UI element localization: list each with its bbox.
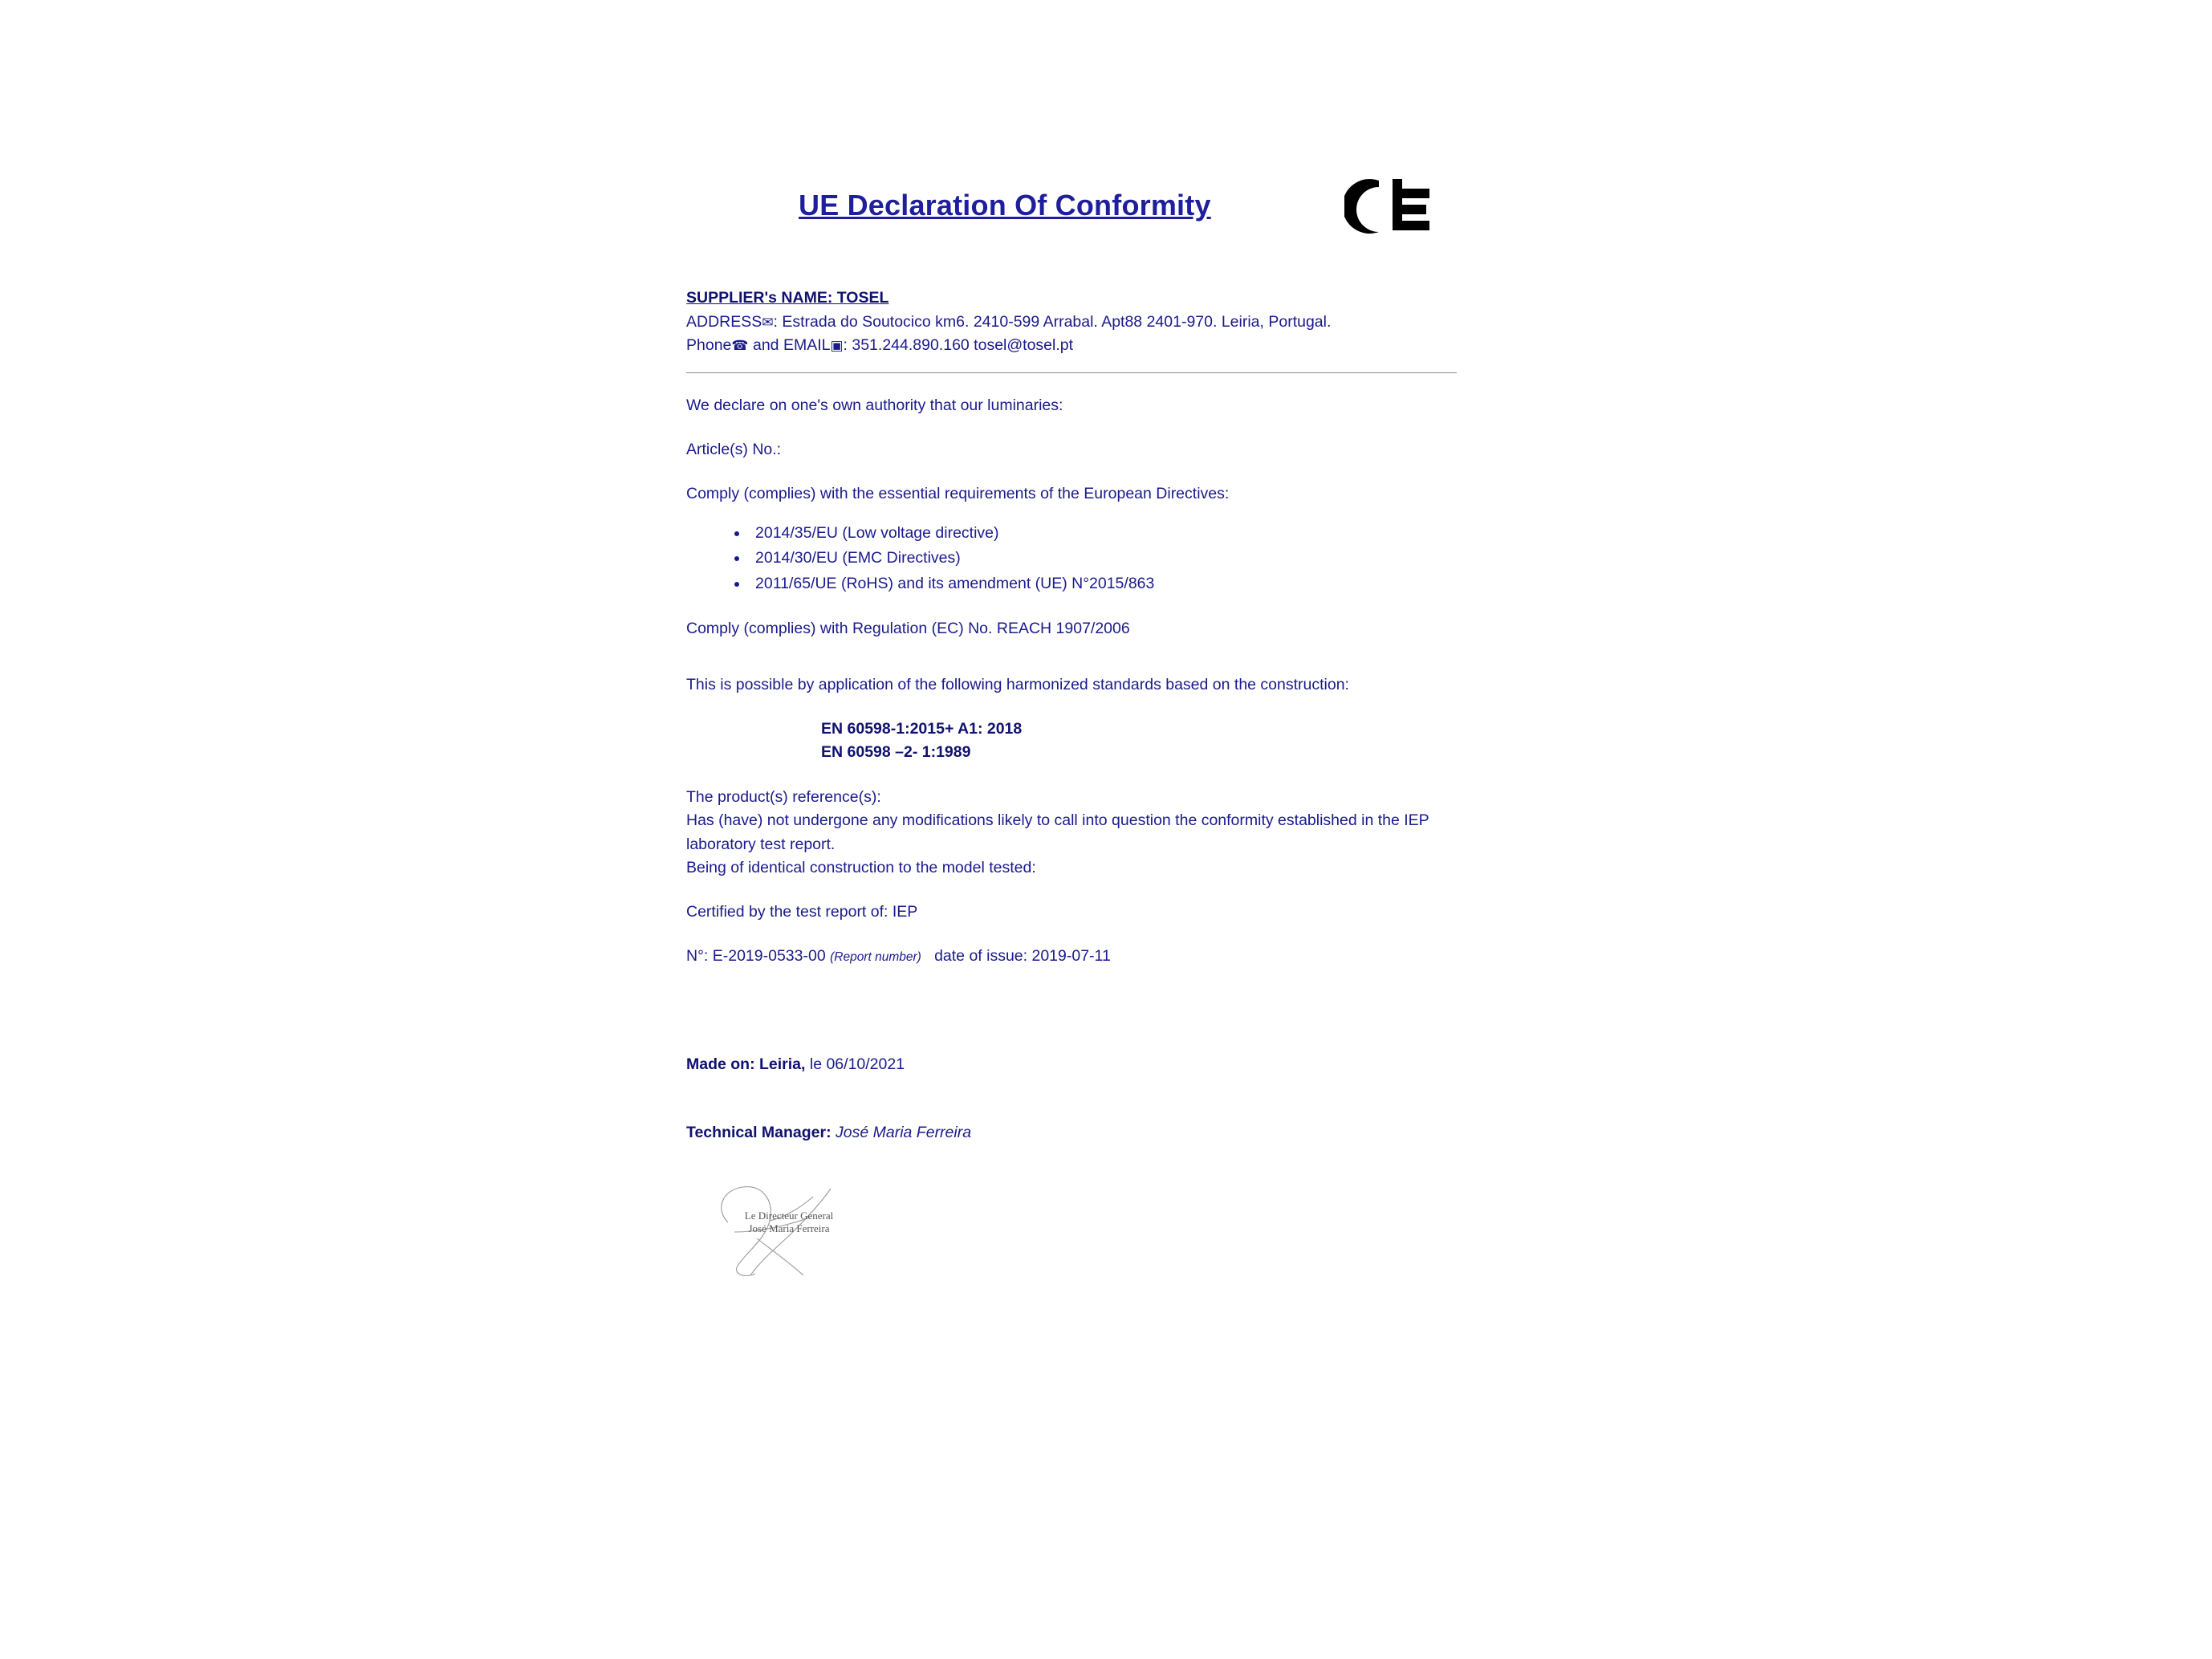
report-number-note: (Report number) <box>830 950 921 965</box>
list-item: • 2011/65/UE (RoHS) and its amendment (UE) N°2015/863 <box>749 571 1457 597</box>
report-number-label: N°: <box>686 947 709 966</box>
supplier-name-label: SUPPLIER's NAME: <box>686 289 833 307</box>
list-item: • 2014/30/EU (EMC Directives) <box>749 546 1457 571</box>
signature-line-1: Le Directeur General <box>744 1209 834 1222</box>
email-label: and EMAIL <box>748 336 831 355</box>
modifications-line-2: Being of identical construction to the model tested: <box>686 858 1036 876</box>
address-label: ADDRESS <box>686 312 762 331</box>
phone-label: Phone <box>686 336 732 355</box>
report-number-line <box>686 945 1457 968</box>
product-reference-label: The product(s) reference(s): <box>686 788 881 807</box>
title-row <box>686 181 1457 269</box>
report-number-value: E-2019-0533-00 <box>708 947 826 966</box>
date-of-issue-label: date of issue: <box>934 947 1028 966</box>
modifications-line-1: Has (have) not undergone any modifications likely to call into question the conformity established in the IEP laboratory test report. <box>686 811 1429 853</box>
made-on-line <box>686 1055 1457 1074</box>
address-value: : Estrada do Soutocico km6. 2410-599 Arrabal. Apt88 2401-970. Leiria, Portugal. <box>773 312 1332 331</box>
contact-value: : 351.244.890.160 tosel@tosel.pt <box>843 336 1074 355</box>
screen-icon: ▣ <box>830 338 844 355</box>
document-content <box>686 181 1457 1288</box>
standard-item: EN 60598 –2- 1:1989 <box>821 743 971 762</box>
date-of-issue-value: 2019-07-11 <box>1027 947 1111 966</box>
certified-by-line <box>686 901 1457 924</box>
supplier-contact-line <box>686 334 1457 358</box>
technical-manager-line <box>686 1124 1457 1142</box>
list-item: • 2014/35/EU (Low voltage directive) <box>749 521 1457 547</box>
product-reference-block <box>686 786 1457 880</box>
made-on-value: le 06/10/2021 <box>805 1055 905 1073</box>
article-no-label: Article(s) No.: <box>686 441 782 459</box>
supplier-block <box>686 287 1457 358</box>
reach-regulation-text: Comply (complies) with Regulation (EC) No. REACH 1907/2006 <box>686 620 1130 638</box>
certified-label: Certified by the test report of: <box>686 903 888 921</box>
supplier-name-value: TOSEL <box>832 289 889 307</box>
signature-block <box>710 1176 871 1288</box>
directives-list <box>686 521 1457 597</box>
standard-item: EN 60598-1:2015+ A1: 2018 <box>821 719 1023 738</box>
comply-directives-intro: Comply (complies) with the essential requirements of the European Directives: <box>686 485 1230 503</box>
made-on-label: Made on: Leiria, <box>686 1055 806 1073</box>
technical-manager-label: Technical Manager: <box>686 1123 832 1141</box>
supplier-address-line <box>686 311 1457 335</box>
telephone-icon: ☎ <box>731 338 749 355</box>
ce-mark-icon <box>1344 173 1441 237</box>
divider <box>686 372 1457 373</box>
declaration-text: We declare on one's own authority that our luminaries: <box>686 396 1063 414</box>
supplier-name-line <box>686 287 1457 311</box>
technical-manager-value: José Maria Ferreira <box>831 1123 972 1141</box>
signature-caption <box>725 1210 853 1236</box>
certified-value: IEP <box>888 903 918 921</box>
signature-line-2: José Maria Ferreira <box>748 1222 830 1234</box>
envelope-icon: ✉ <box>762 314 774 331</box>
standards-list <box>686 718 1457 765</box>
page-title: UE Declaration Of Conformity <box>799 189 1211 222</box>
harmonized-standards-intro: This is possible by application of the following harmonized standards based on the construction: <box>686 675 1349 693</box>
